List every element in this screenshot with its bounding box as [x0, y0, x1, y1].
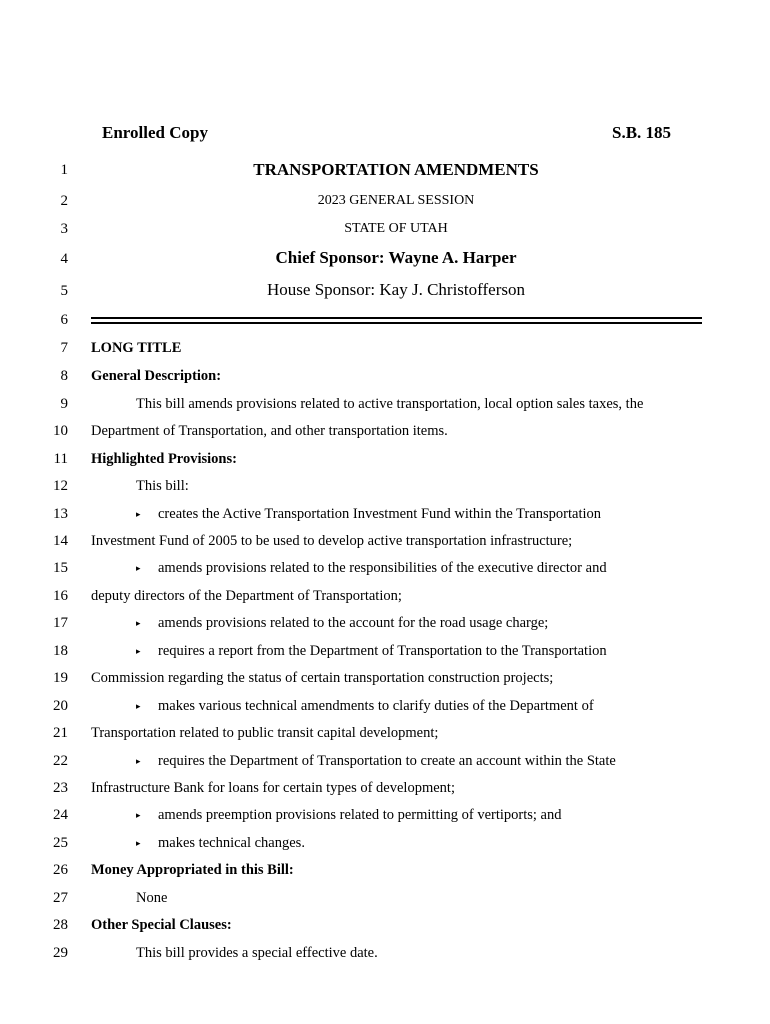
bullet-icon: ▸ [136, 756, 141, 766]
line-number: 28 [53, 917, 68, 933]
bill-title: TRANSPORTATION AMENDMENTS [253, 160, 539, 179]
bullet-text: requires the Department of Transportation to create an account within the State [158, 753, 616, 769]
bullet-icon: ▸ [136, 838, 141, 848]
line-number: 2 [60, 193, 68, 209]
bullet-item [136, 806, 562, 824]
line-number: 11 [53, 451, 68, 467]
body-text: This bill: [136, 478, 189, 494]
line-number: 14 [53, 533, 68, 549]
header-enrolled-copy: Enrolled Copy [102, 123, 208, 142]
section-heading: General Description: [91, 368, 222, 384]
line-number: 15 [53, 560, 68, 576]
bullet-icon: ▸ [136, 563, 141, 573]
section-heading: Highlighted Provisions: [91, 451, 237, 467]
section-heading: Other Special Clauses: [91, 917, 232, 933]
line-number: 22 [53, 753, 68, 769]
line-number: 16 [53, 588, 68, 604]
line-number: 17 [53, 615, 68, 631]
line-number: 21 [53, 725, 68, 741]
line-number: 18 [53, 643, 68, 659]
line-number: 5 [60, 283, 68, 299]
body-text: This bill amends provisions related to active transportation, local option sales taxes, the [136, 396, 644, 412]
body-text: Infrastructure Bank for loans for certain types of development; [91, 780, 455, 796]
bullet-item [136, 752, 616, 770]
line-number: 12 [53, 478, 68, 494]
bullet-item [136, 697, 594, 715]
line-number: 6 [60, 312, 68, 328]
body-text: Transportation related to public transit capital development; [91, 725, 439, 741]
session: 2023 GENERAL SESSION [317, 193, 475, 208]
line-number: 27 [53, 890, 68, 906]
bullet-text: amends preemption provisions related to permitting of vertiports; and [158, 807, 562, 823]
chief-sponsor: Chief Sponsor: Wayne A. Harper [275, 248, 517, 267]
header-bill-number: S.B. 185 [612, 123, 672, 142]
section-heading: Money Appropriated in this Bill: [91, 862, 294, 878]
line-number: 25 [53, 835, 68, 851]
line-number: 29 [53, 945, 68, 961]
body-text: This bill provides a special effective date. [136, 945, 378, 961]
section-heading: LONG TITLE [91, 340, 182, 356]
state: STATE OF UTAH [344, 221, 448, 236]
bullet-item [136, 614, 548, 632]
bullet-icon: ▸ [136, 509, 141, 519]
body-text: Commission regarding the status of certain transportation construction projects; [91, 670, 554, 686]
line-number: 19 [53, 670, 68, 686]
bullet-text: creates the Active Transportation Investment Fund within the Transportation [158, 506, 602, 522]
line-number: 20 [53, 698, 68, 714]
body-text: Investment Fund of 2005 to be used to develop active transportation infrastructure; [91, 533, 573, 549]
bullet-text: makes various technical amendments to clarify duties of the Department of [158, 698, 594, 714]
divider-rule [91, 322, 702, 324]
bullet-item [136, 642, 607, 660]
bullet-text: makes technical changes. [158, 835, 305, 851]
line-number: 13 [53, 506, 68, 522]
bullet-item [136, 834, 305, 852]
line-number: 7 [60, 340, 68, 356]
bullet-icon: ▸ [136, 810, 141, 820]
bullet-icon: ▸ [136, 618, 141, 628]
line-number: 23 [53, 780, 68, 796]
bullet-item [136, 559, 607, 577]
line-number: 10 [53, 423, 68, 439]
bullet-text: requires a report from the Department of Transportation to the Transportation [158, 643, 607, 659]
line-number: 4 [60, 251, 68, 267]
line-number: 3 [60, 221, 68, 237]
bullet-text: amends provisions related to the responsibilities of the executive director and [158, 560, 607, 576]
body-text: Department of Transportation, and other transportation items. [91, 423, 448, 439]
line-number: 1 [60, 162, 68, 178]
house-sponsor: House Sponsor: Kay J. Christofferson [267, 280, 525, 299]
divider-rule [91, 317, 702, 319]
line-number: 8 [60, 368, 68, 384]
line-number: 26 [53, 862, 68, 878]
bullet-item [136, 505, 601, 523]
body-text: None [136, 890, 168, 906]
line-number: 24 [53, 807, 68, 823]
body-text: deputy directors of the Department of Transportation; [91, 588, 402, 604]
line-number: 9 [60, 396, 68, 412]
bullet-icon: ▸ [136, 646, 141, 656]
bullet-icon: ▸ [136, 701, 141, 711]
bullet-text: amends provisions related to the account for the road usage charge; [158, 615, 549, 631]
